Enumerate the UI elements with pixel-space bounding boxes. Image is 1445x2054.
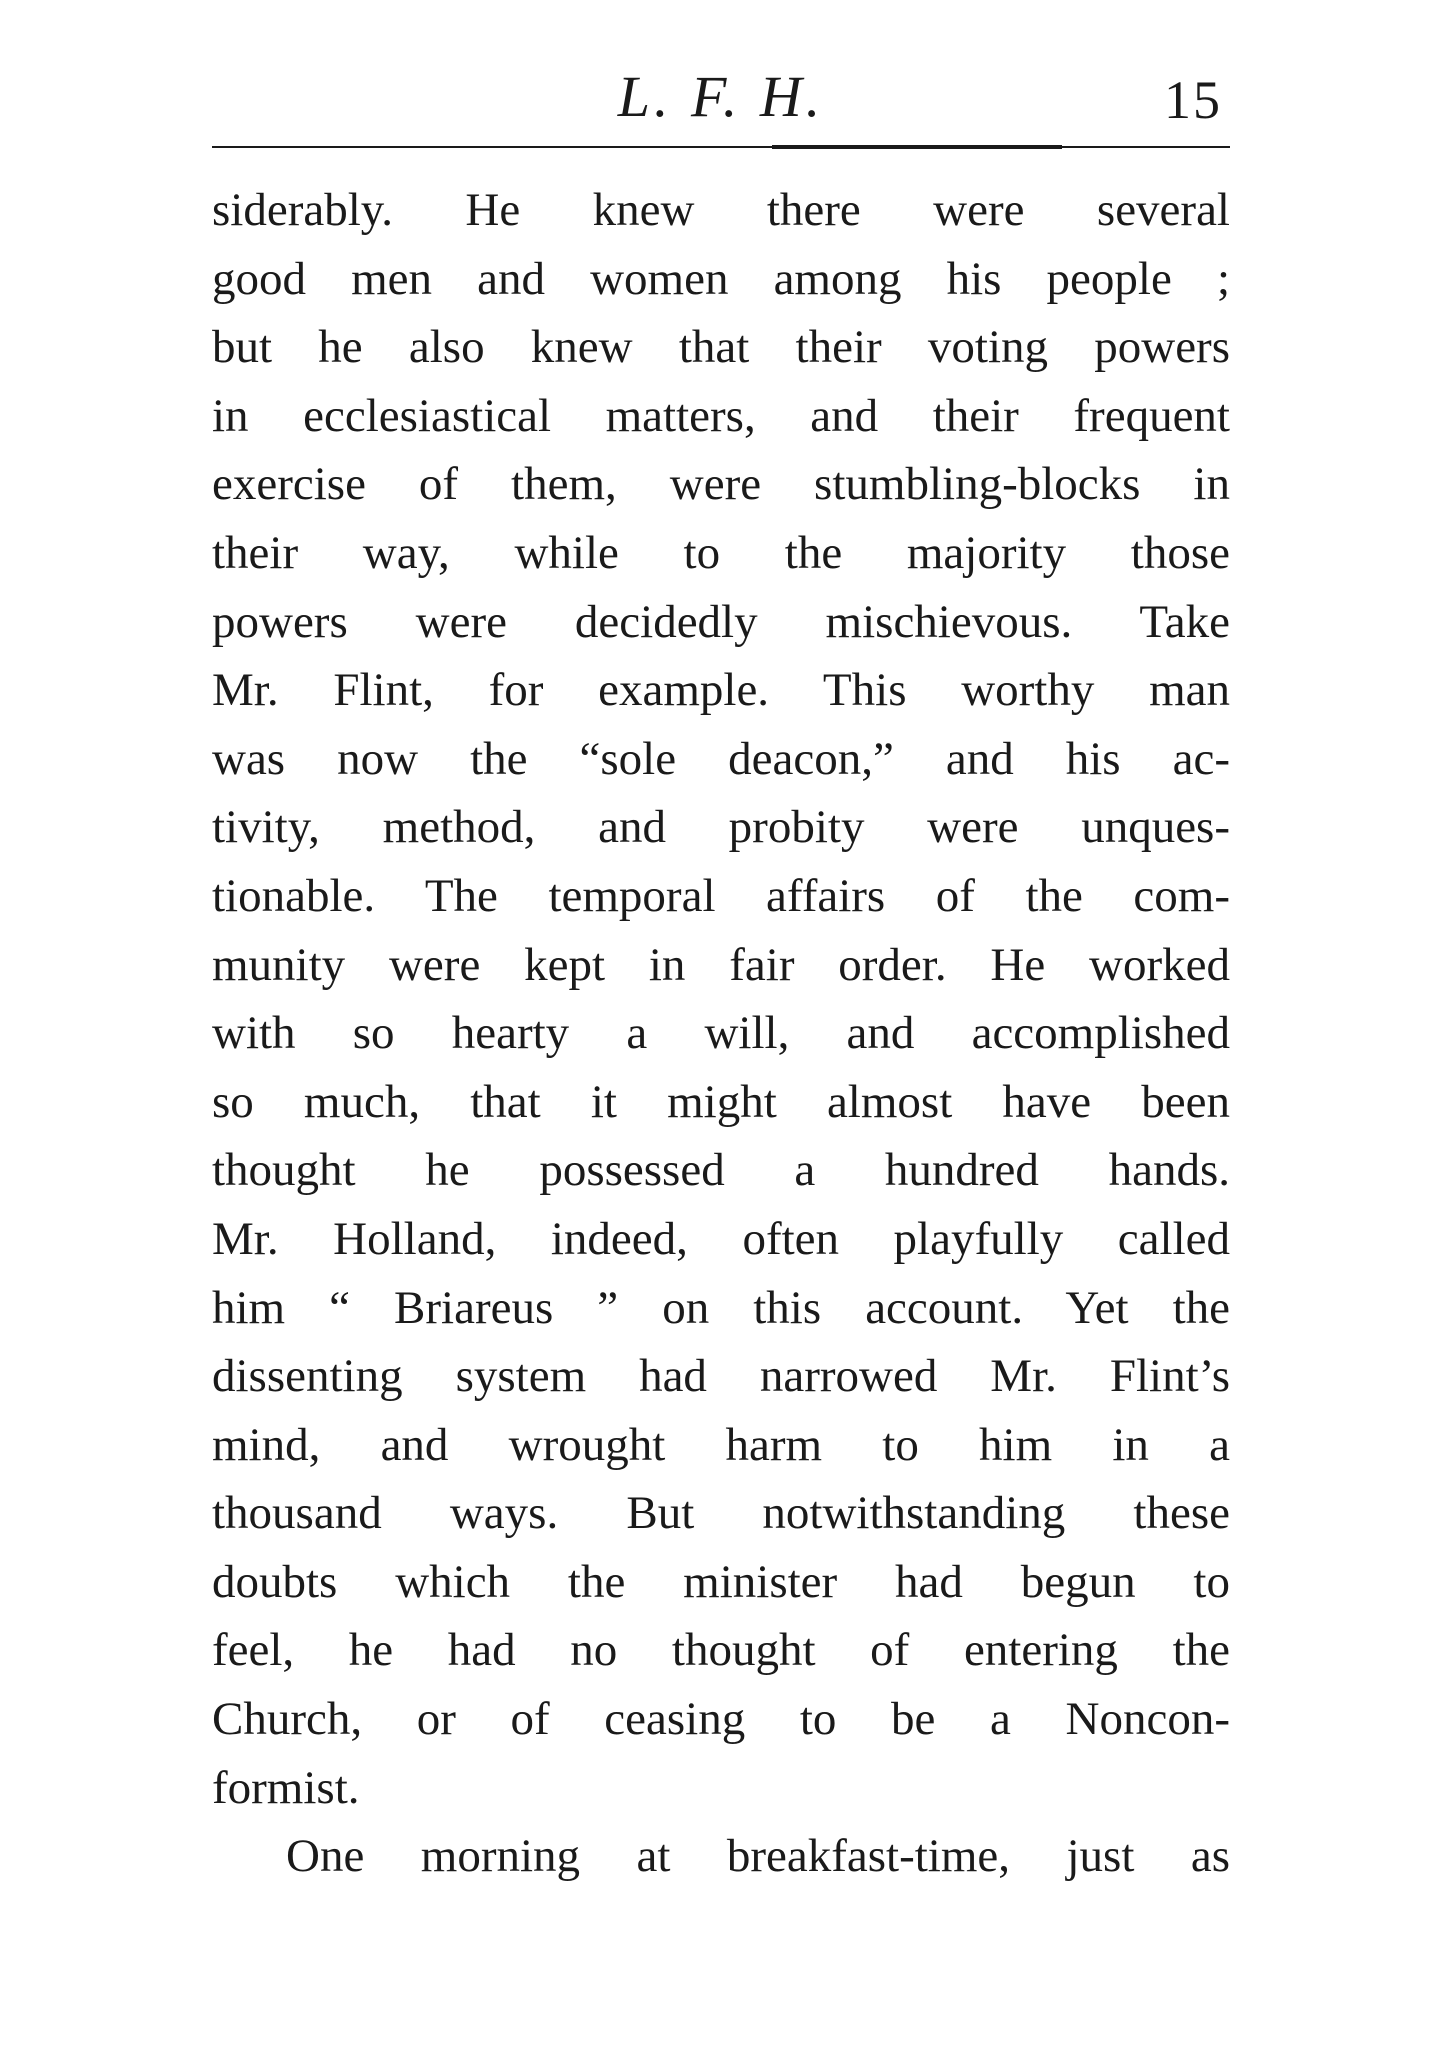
text-line: but he also knew that their voting powers [212,321,1230,374]
text-line: Mr. Flint, for example. This worthy man [212,664,1230,717]
text-line: munity were kept in fair order. He worked [212,938,1230,991]
text-line: powers were decidedly mischievous. Take [212,595,1230,648]
text-line: him “ Briareus ” on this account. Yet the [212,1281,1230,1334]
text-line: Mr. Holland, indeed, often playfully called [212,1212,1230,1265]
text-line: with so hearty a will, and accomplished [212,1007,1230,1060]
text-line: so much, that it might almost have been [212,1075,1230,1128]
text-line: Church, or of ceasing to be a Noncon- [212,1693,1230,1746]
text-line: tivity, method, and probity were unques- [212,801,1230,854]
text-line: siderably. He knew there were several [212,184,1230,236]
text-line: in ecclesiastical matters, and their frequent [212,389,1230,442]
text-line: their way, while to the majority those [212,526,1230,579]
text-line: dissenting system had narrowed Mr. Flint’s [212,1350,1230,1403]
running-title: L. F. H. [617,64,825,129]
running-head [212,52,1230,142]
text-line: thousand ways. But notwithstanding these [212,1487,1230,1540]
text-line: feel, he had no thought of entering the [212,1624,1230,1677]
header-rule [212,146,1230,148]
text-line: doubts which the minister had begun to [212,1555,1230,1608]
text-line: mind, and wrought harm to him in a [212,1418,1230,1471]
paragraph-start-line: One morning at breakfast-time, just as [286,1830,1230,1883]
text-line: was now the “sole deacon,” and his ac- [212,732,1230,785]
text-line: tionable. The temporal affairs of the com- [212,869,1230,922]
page-number: 15 [1164,70,1222,130]
body-text [212,176,1230,1891]
paragraph-end-line: formist. [212,1761,360,1814]
text-line: thought he possessed a hundred hands. [212,1144,1230,1197]
text-line: good men and women among his people ; [212,252,1230,305]
text-line: exercise of them, were stumbling-blocks in [212,458,1230,511]
